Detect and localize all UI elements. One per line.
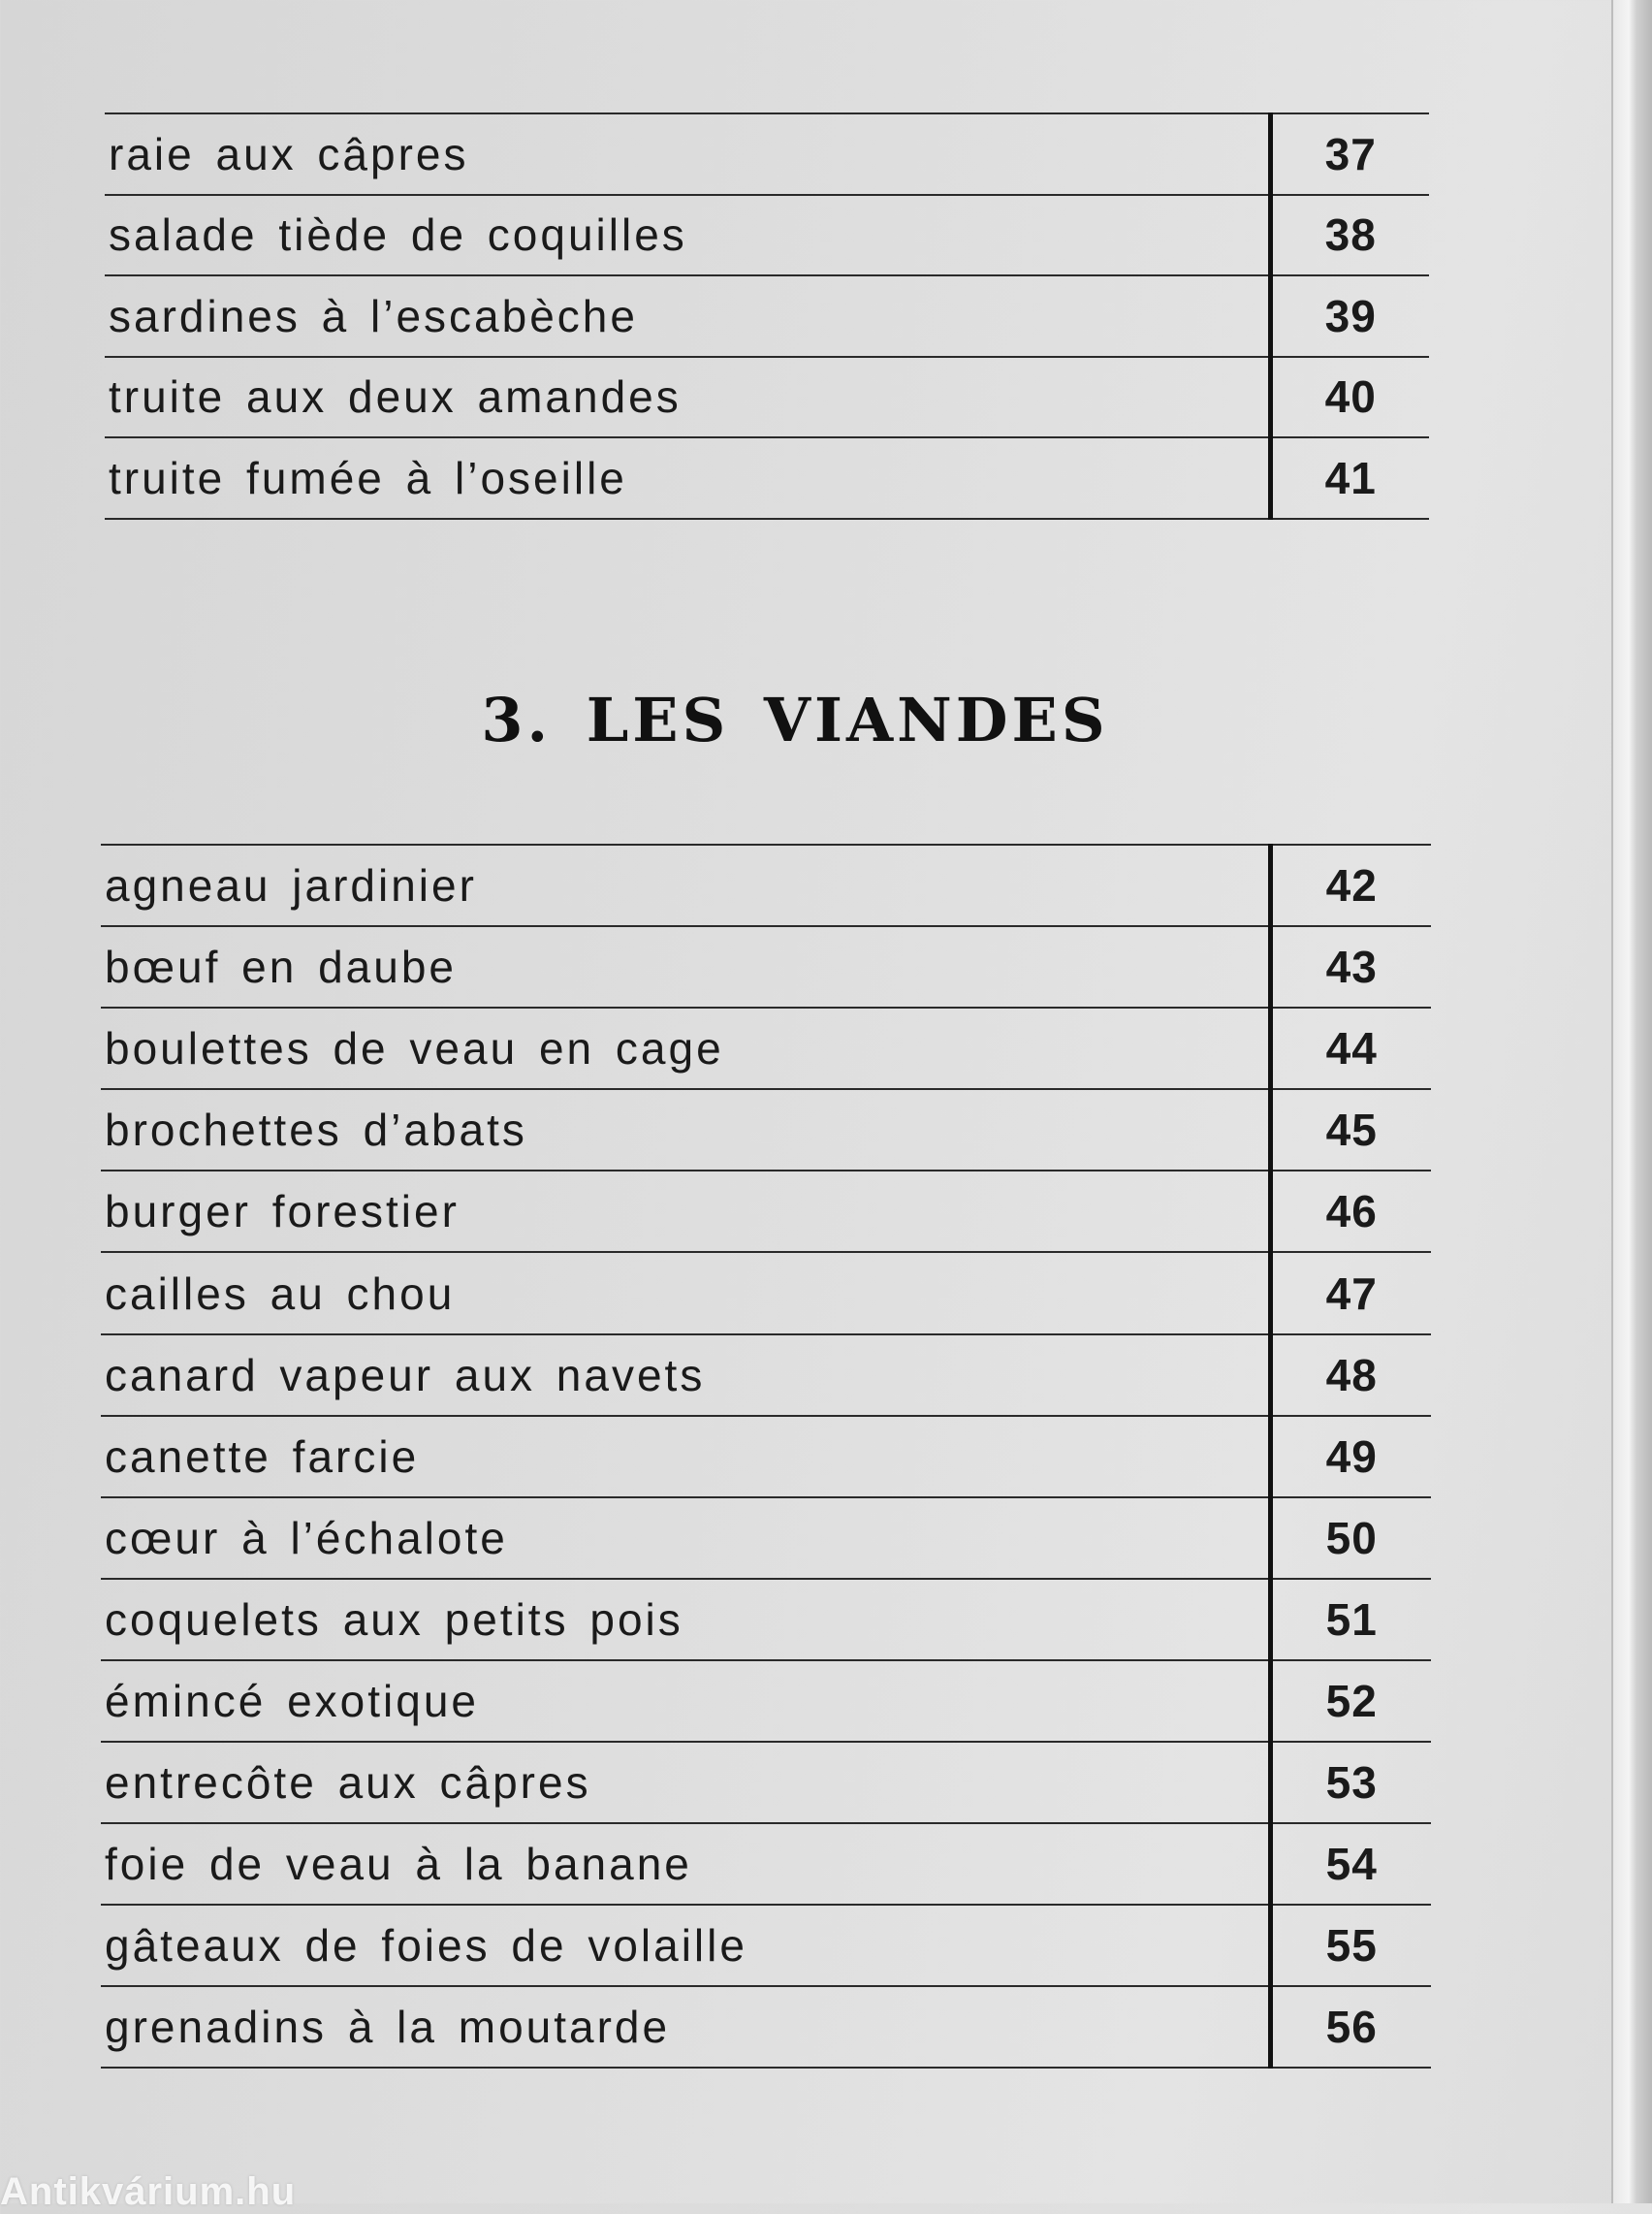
toc-row[interactable] [101, 1252, 1431, 1333]
toc-entry-title: truite fumée à l’oseille [105, 437, 1270, 519]
toc-row[interactable] [101, 1416, 1431, 1497]
page-edge [1611, 0, 1652, 2203]
toc-entry-page: 42 [1270, 845, 1431, 926]
toc-entry-title: cœur à l’échalote [101, 1497, 1270, 1579]
toc-entry-title: cailles au chou [101, 1252, 1270, 1333]
toc-entry-title: salade tiède de coquilles [105, 195, 1270, 276]
toc-row[interactable] [101, 1986, 1431, 2068]
toc-entry-page: 49 [1270, 1416, 1431, 1497]
toc-table-poissons [105, 112, 1429, 520]
toc-row[interactable] [101, 1579, 1431, 1660]
toc-row[interactable] [101, 1497, 1431, 1579]
toc-row[interactable] [105, 113, 1429, 195]
toc-row[interactable] [101, 926, 1431, 1008]
toc-entry-page: 41 [1270, 437, 1429, 519]
toc-entry-title: truite aux deux amandes [105, 357, 1270, 438]
toc-entry-page: 52 [1270, 1660, 1431, 1742]
toc-entry-page: 38 [1270, 195, 1429, 276]
toc-entry-page: 44 [1270, 1008, 1431, 1089]
toc-entry-page: 43 [1270, 926, 1431, 1008]
toc-entry-title: boulettes de veau en cage [101, 1008, 1270, 1089]
toc-row[interactable] [101, 1742, 1431, 1823]
toc-row[interactable] [105, 437, 1429, 519]
toc-entry-page: 39 [1270, 275, 1429, 357]
toc-entry-title: canard vapeur aux navets [101, 1334, 1270, 1416]
toc-entry-title: émincé exotique [101, 1660, 1270, 1742]
toc-entry-title: brochettes d’abats [101, 1089, 1270, 1171]
section-heading: 3. LES VIANDES [481, 685, 1109, 755]
toc-entry-title: burger forestier [101, 1171, 1270, 1252]
toc-entry-page: 46 [1270, 1171, 1431, 1252]
toc-entry-page: 53 [1270, 1742, 1431, 1823]
toc-table-viandes [101, 844, 1431, 2069]
toc-entry-title: sardines à l’escabèche [105, 275, 1270, 357]
toc-row[interactable] [101, 845, 1431, 926]
toc-entry-page: 55 [1270, 1905, 1431, 1986]
toc-entry-page: 48 [1270, 1334, 1431, 1416]
toc-row[interactable] [101, 1823, 1431, 1905]
toc-entry-title: canette farcie [101, 1416, 1270, 1497]
toc-entry-title: foie de veau à la banane [101, 1823, 1270, 1905]
toc-entry-page: 50 [1270, 1497, 1431, 1579]
toc-entry-title: entrecôte aux câpres [101, 1742, 1270, 1823]
toc-row[interactable] [105, 275, 1429, 357]
toc-row[interactable] [105, 357, 1429, 438]
toc-entry-title: coquelets aux petits pois [101, 1579, 1270, 1660]
toc-entry-page: 54 [1270, 1823, 1431, 1905]
toc-entry-title: gâteaux de foies de volaille [101, 1905, 1270, 1986]
toc-row[interactable] [101, 1334, 1431, 1416]
toc-row[interactable] [101, 1171, 1431, 1252]
toc-entry-page: 56 [1270, 1986, 1431, 2068]
toc-row[interactable] [101, 1089, 1431, 1171]
toc-entry-page: 47 [1270, 1252, 1431, 1333]
toc-entry-page: 51 [1270, 1579, 1431, 1660]
toc-body-viandes [101, 845, 1431, 2068]
toc-body-poissons [105, 113, 1429, 519]
toc-row[interactable] [101, 1008, 1431, 1089]
toc-row[interactable] [101, 1905, 1431, 1986]
toc-entry-page: 45 [1270, 1089, 1431, 1171]
watermark: Antikvárium.hu [0, 2170, 297, 2213]
toc-entry-title: bœuf en daube [101, 926, 1270, 1008]
toc-entry-title: raie aux câpres [105, 113, 1270, 195]
toc-row[interactable] [105, 195, 1429, 276]
toc-entry-title: agneau jardinier [101, 845, 1270, 926]
toc-row[interactable] [101, 1660, 1431, 1742]
toc-entry-page: 40 [1270, 357, 1429, 438]
toc-entry-page: 37 [1270, 113, 1429, 195]
toc-entry-title: grenadins à la moutarde [101, 1986, 1270, 2068]
